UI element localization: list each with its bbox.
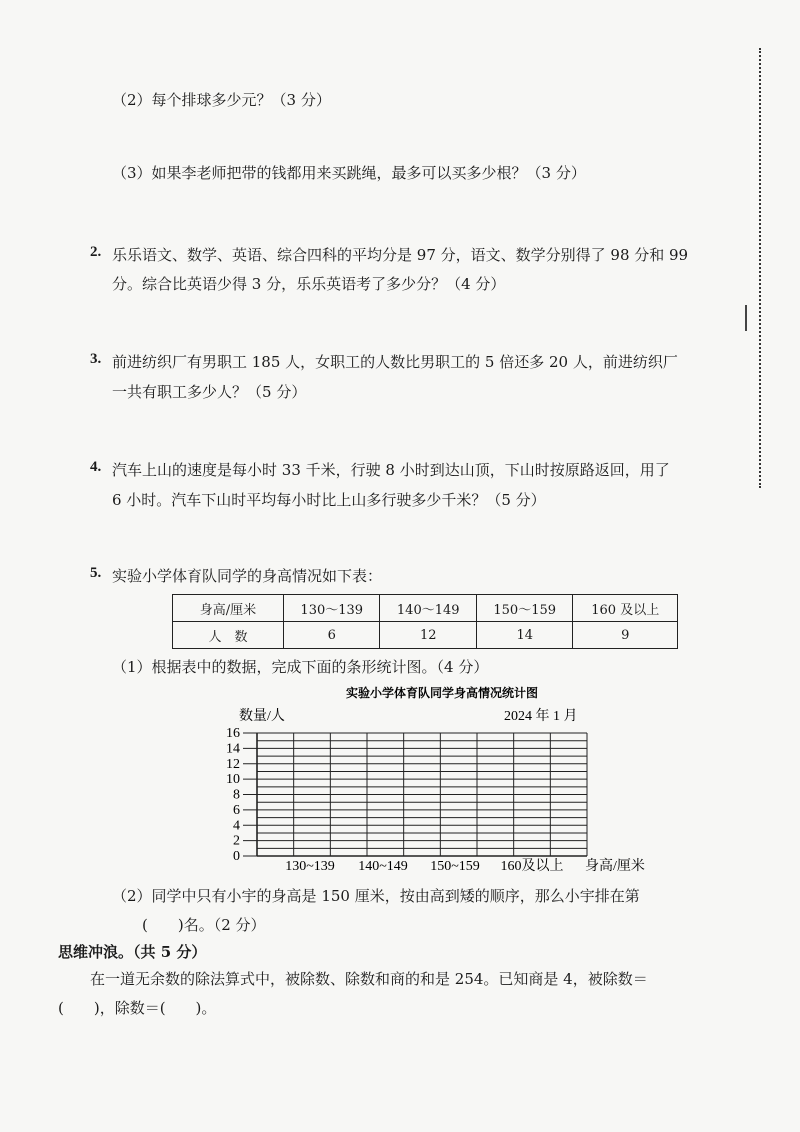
q3-line2: 一共有职工多少人？（5 分） bbox=[112, 383, 307, 401]
y-tick-label: 16 bbox=[226, 726, 240, 741]
thinking-line2: ( )，除数＝( )。 bbox=[58, 999, 217, 1017]
q4-line2: 6 小时。汽车下山时平均每小时比上山多行驶多少千米？（5 分） bbox=[112, 491, 546, 509]
y-tick-label: 12 bbox=[226, 756, 240, 772]
q2-line1: 乐乐语文、数学、英语、综合四科的平均分是 97 分，语文、数学分别得了 98 分和 99 bbox=[112, 246, 689, 264]
x-axis-label: 身高/厘米 bbox=[585, 859, 645, 874]
x-tick-label: 160及以上 bbox=[500, 859, 564, 874]
table-cell: 160 及以上 bbox=[573, 595, 678, 622]
table-cell: 14 bbox=[476, 622, 572, 649]
thinking-line1: 在一道无余数的除法算式中，被除数、除数和商的和是 254。已知商是 4，被除数＝ bbox=[90, 970, 648, 988]
y-tick-label: 14 bbox=[226, 741, 240, 757]
table-cell: 150～159 bbox=[476, 595, 572, 622]
q5-sub2-line1: （2）同学中只有小宇的身高是 150 厘米，按由高到矮的顺序，那么小宇排在第 bbox=[112, 887, 640, 905]
x-tick-label: 150~159 bbox=[430, 859, 480, 874]
q5-number: 5. bbox=[90, 565, 102, 581]
table-cell: 6 bbox=[284, 622, 380, 649]
table-header-label: 身高/厘米 bbox=[173, 595, 284, 622]
thinking-heading: 思维冲浪。（共 5 分） bbox=[58, 943, 207, 961]
q1-part3: （3）如果李老师把带的钱都用来买跳绳，最多可以买多少根？（3 分） bbox=[112, 164, 586, 182]
x-tick-label: 140~149 bbox=[358, 859, 408, 874]
q3-line1: 前进纺织厂有男职工 185 人，女职工的人数比男职工的 5 倍还多 20 人，前进纺织厂 bbox=[112, 353, 678, 371]
y-tick-label: 6 bbox=[233, 802, 240, 818]
q3-number: 3. bbox=[90, 351, 102, 367]
q2-line2: 分。综合比英语少得 3 分，乐乐英语考了多少分？（4 分） bbox=[112, 275, 506, 293]
y-tick-label: 2 bbox=[233, 833, 240, 849]
table-cell: 140～149 bbox=[380, 595, 476, 622]
table-row-label: 人 数 bbox=[173, 622, 284, 649]
table-cell: 9 bbox=[573, 622, 678, 649]
y-tick-label: 0 bbox=[233, 849, 240, 864]
y-axis-label: 数量/人 bbox=[239, 709, 285, 724]
q5-sub1: （1）根据表中的数据，完成下面的条形统计图。（4 分） bbox=[112, 658, 489, 676]
chart-title: 实验小学体育队同学身高情况统计图 bbox=[345, 686, 539, 700]
table-cell: 12 bbox=[380, 622, 476, 649]
q1-part2: （2）每个排球多少元？（3 分） bbox=[112, 91, 331, 109]
table-cell: 130～139 bbox=[284, 595, 380, 622]
y-tick-label: 8 bbox=[233, 787, 240, 803]
q2-number: 2. bbox=[90, 244, 102, 260]
x-tick-label: 130~139 bbox=[285, 859, 335, 874]
q5-sub2-line2: ( )名。（2 分） bbox=[142, 916, 266, 934]
chart-date: 2024 年 1 月 bbox=[504, 709, 578, 724]
q4-line1: 汽车上山的速度是每小时 33 千米，行驶 8 小时到达山顶，下山时按原路返回，用了 bbox=[112, 461, 670, 479]
y-tick-label: 4 bbox=[233, 818, 240, 834]
q5-intro: 实验小学体育队同学的身高情况如下表： bbox=[112, 567, 383, 585]
y-tick-label: 10 bbox=[226, 772, 240, 788]
q4-number: 4. bbox=[90, 459, 102, 475]
